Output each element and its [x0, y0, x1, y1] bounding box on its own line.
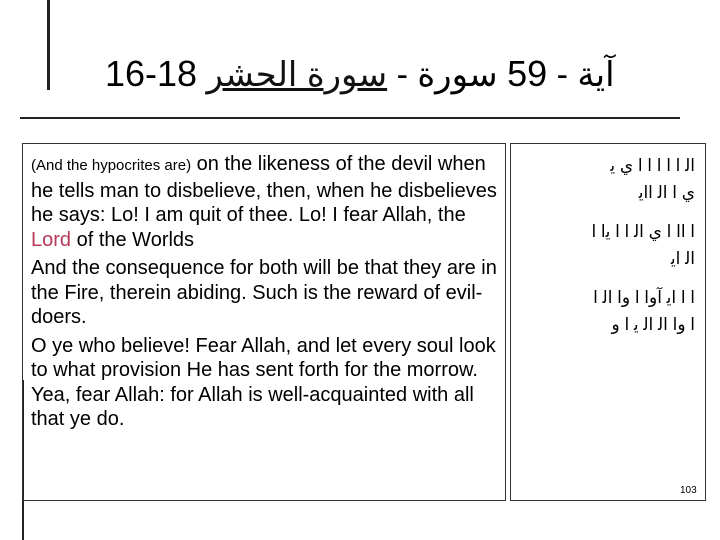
- arabic-line: ﻱ ﺍ ﺍﻟ ﺍﺍﻳ: [638, 183, 695, 202]
- surah-word: سورة: [417, 56, 498, 94]
- verse-17-translation: And the consequence for both will be that they are in the Fire, therein abiding. Such is the reward of evil-doers.: [31, 257, 497, 328]
- surah-number: 59: [507, 53, 548, 94]
- left-accent-line: [0, 380, 24, 540]
- surah-name: سورة الحشر: [206, 56, 388, 94]
- verse-prefix: (And the hypocrites are): [31, 157, 192, 174]
- arabic-text-box: [510, 143, 706, 501]
- verse-16-text-b: of the Worlds: [71, 228, 195, 251]
- verse-16-translation: [31, 152, 499, 252]
- arabic-line: ﺍ ﺍﺍ ﺍ ﻱ ﺍﻟ ﺍ ﺍ ﻳﺍ ﺍ: [591, 222, 695, 241]
- aya-word: آية: [577, 56, 615, 94]
- title-dash: -: [396, 56, 408, 94]
- arabic-line: ﺍﻟ ﺍ ﺍ ﺍ ﺍ ﺍ ﻱ ﻳ: [610, 156, 695, 175]
- arabic-line: ﺍ ﺍ ﺍﻳ ﺁﻭﺍ ﺍ ﻭﺍ ﺍﻟ ﺍ: [593, 288, 695, 307]
- arabic-line: ﺍ ﻭﺍ ﺍﻟ ﺍﻟ ﻳ ﺍ ﻭ: [611, 315, 695, 334]
- slide-number: 103: [680, 485, 697, 496]
- left-accent-bar: [0, 0, 50, 90]
- slide-title: [105, 52, 665, 100]
- arabic-line: ﺍﻟ ﺍﻳ: [670, 249, 695, 268]
- english-translation-box: [22, 143, 506, 501]
- verse-18-translation: O ye who believe! Fear Allah, and let every soul look to what provision He has sent forth for the morrow. Yea, fear Allah: for Allah is well-acquainted with all that ye do.: [31, 334, 496, 430]
- title-dash: -: [556, 56, 568, 94]
- lord-highlight: Lord: [31, 228, 72, 251]
- verse-range: 16-18: [105, 53, 198, 94]
- title-divider: [20, 117, 680, 119]
- verse-16-text-a: on the likeness of the devil when he tells man to disbelieve, then, when he disbelieves he says: Lo! I am quit of thee. Lo! I fear Allah, the: [31, 153, 497, 226]
